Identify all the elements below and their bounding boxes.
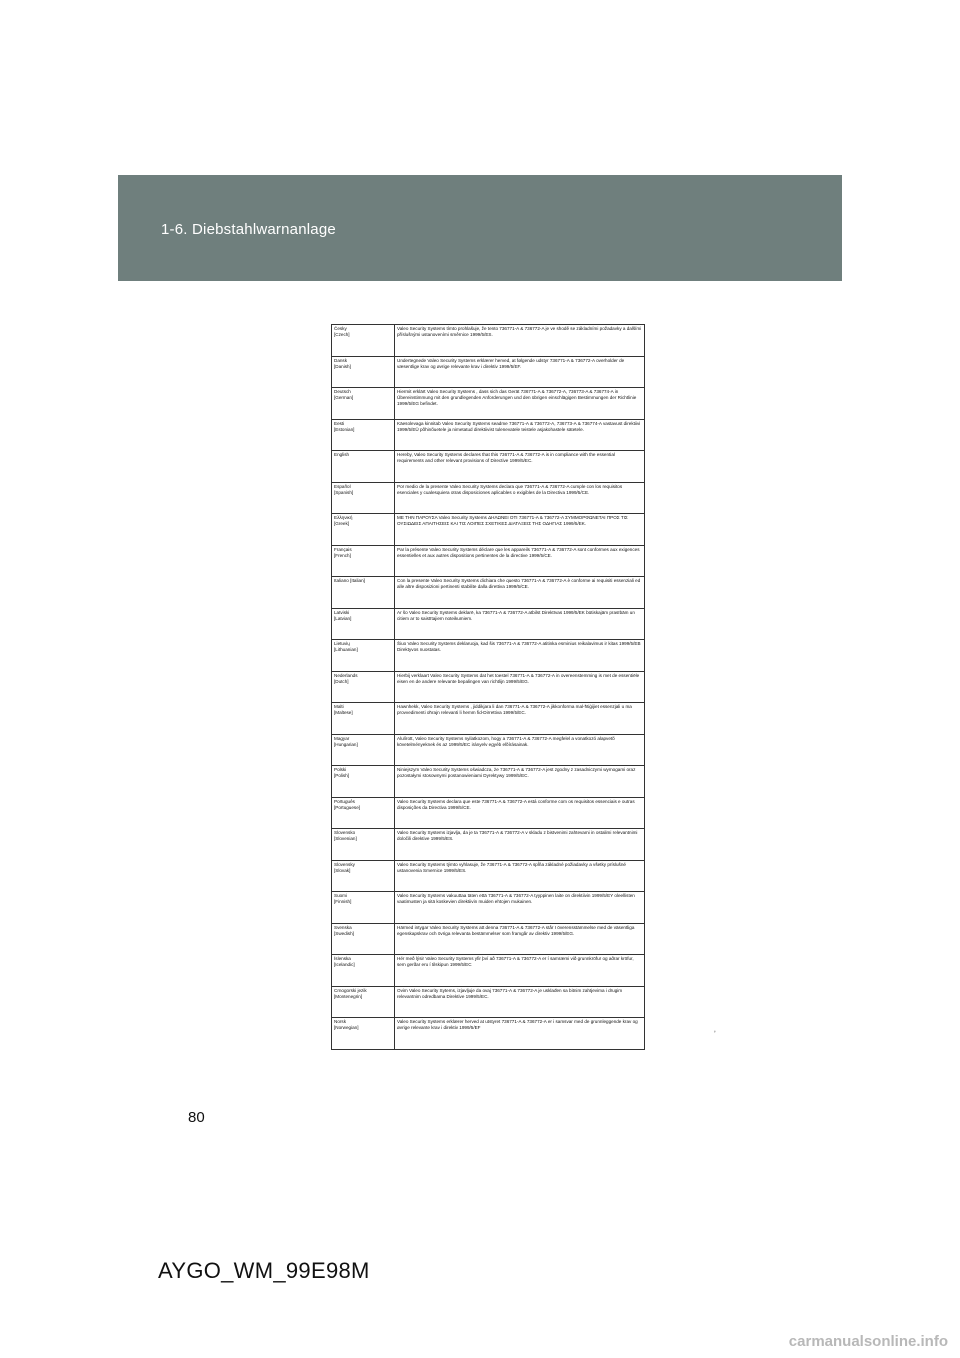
language-english-name: [Estonian] [334,426,355,432]
language-cell [332,703,395,735]
language-cell [332,1018,395,1050]
declaration-row [332,955,645,987]
declaration-text: Undertegnede Valeo Security Systems erklærer herved, at følgende udstyr 736771-A & 736772-A overholder de væsentlige krav og øvrige relevante krav i direktiv 1999/5/EF. [395,356,645,388]
language-english-name: [Spanish] [334,489,354,495]
language-english-name: [Swedish] [334,930,354,936]
language-name: Norsk [334,1019,346,1024]
declaration-row [332,640,645,672]
declaration-text: Hierbij verklaart Valeo Security Systems dat het toestel 736771-A & 736772-A in overeenstemming is met de essentiële eisen en de andere relevante bepalingen van richtlijn 1999/5/EG. [395,671,645,703]
language-english-name: [Czech] [334,332,350,337]
declaration-row [332,923,645,955]
declaration-text: Valeo Security Systems declara que este 736771-A & 736772-A está conforme com os requisitos essenciais e outras disposições da Directiva 1999/5/CE. [395,797,645,829]
declaration-text: Con la presente Valeo Security Systems dichiara che questo 736771-A & 736772-A è conforme ai requisiti essenziali ed alle altre disposizioni pertinenti stabilite dalla direttiva 1999/5/CE. [395,577,645,609]
language-name: Česky [334,326,347,331]
language-name: Ελληνική [334,515,353,520]
language-name: Malti [334,704,344,709]
language-english-name: [Greek] [334,521,350,526]
declaration-row [332,703,645,735]
language-name: Latviski [334,609,350,615]
declaration-text: Hawnhekk, Valeo Security Systems , jiddikjara li dan 736771-A & 736772-A jikkonforma mal-ħtiġijiet essenzjali u ma provvedimenti oħrajn relevanti li hemm fid-Dirrettiva 1999/5/EC. [395,703,645,735]
language-cell [332,545,395,577]
language-cell [332,608,395,640]
language-name: Français [334,546,352,552]
declaration-text: Hereby, Valeo Security Systems declares that this 736771-A & 736772-A is in compliance with the essential requirements and other relevant provisions of Directive 1999/5/EC. [395,451,645,483]
declaration-text: Ovim Valeo Security Sytems, izjavljuje da ovaj 736771-A & 736772-A je usklađen sa bitnim zahtjevima i drugim relevantnim odredbama Direktive 1999/5/EC. [395,986,645,1018]
language-cell [332,923,395,955]
language-name: Lietuvių [334,641,350,646]
language-cell [332,892,395,924]
language-name: Deutsch [334,389,351,394]
language-cell [332,640,395,672]
language-english-name: [Lithuanian] [334,647,358,652]
language-name: Nederlands [334,672,358,678]
declaration-text: Alulírott, Valeo Security Systems nyilatkozom, hogy a 736771-A & 736772-A megfelel a vonatkozó alapvetõ követelményeknek és az 1999/5/EC irányelv egyéb elõírásainak. [395,734,645,766]
scan-speck: ʼ [714,1030,716,1039]
language-english-name: [German] [334,395,354,400]
language-name: Svenska [334,924,352,930]
section-title: 1-6. Diebstahlwarnanlage [161,221,336,238]
language-english-name: [Portuguese] [334,804,361,810]
language-name: English [334,452,350,457]
declaration-text: Por medio de la presente Valeo Security Systems declara que 736771-A & 736772-A cumple con los requisitos esenciales y cualesquiera otras disposiciones aplicables o exigibles de la Directiva 1999/5/CE. [395,482,645,514]
language-english-name: [Montenegrin] [334,993,363,999]
declaration-row [332,1018,645,1050]
language-cell [332,577,395,609]
page-number: 80 [188,1109,205,1126]
language-name: Español [334,483,351,489]
declaration-row [332,388,645,420]
declaration-row [332,608,645,640]
declaration-text: ΜΕ ΤΗΝ ΠΑΡΟΥΣΑ Valeo Security Systems ΔΗΛΩΝΕΙ ΟΤΙ 736771-A & 736772-A ΣΥΜΜΟΡΦΩΝΕΤΑΙ ΠΡΟΣ ΤΙΣ ΟΥΣΙΩΔΕΙΣ ΑΠΑΙΤΗΣΕΙΣ ΚΑΙ ΤΙΣ ΛΟΙΠΕΣ ΣΧΕΤΙΚΕΣ ΔΙΑΤΑΞΕΙΣ ΤΗΣ ΟΔΗΓΙΑΣ 1999/5/ΕΚ. [395,514,645,546]
declaration-row [332,892,645,924]
declaration-row [332,766,645,798]
language-english-name: [Hungarian] [334,741,358,747]
language-name: Íslenska [334,956,351,961]
language-name: Italiano [Italian] [334,578,365,583]
language-cell [332,482,395,514]
language-english-name: [Maltese] [334,710,353,715]
declaration-text: Härmed intygar Valeo Security Systems att denna 736771-A & 736772-A står I överensstämmelse med de väsentliga egenskapskrav och övriga relevanta bestämmelser som framgår av direktiv 1999/5/EG. [395,923,645,955]
language-cell [332,451,395,483]
language-cell [332,514,395,546]
language-english-name: [French] [334,552,351,558]
declaration-row [332,545,645,577]
declaration-row [332,797,645,829]
declaration-table-body [332,325,645,1050]
document-code: AYGO_WM_99E98M [158,1258,370,1283]
declaration-text: Käesolevaga kinnitab Valeo Security Systems seadme 736771-A & 736772-A, 736773-A & 736774-A vastavust direktiivi 1999/5/EÜ põhinõuetele ja nimetatud direktiivist tulenevatele teistele asjakohastele sätetele. [395,419,645,451]
language-english-name: [Dutch] [334,678,349,684]
declaration-row [332,860,645,892]
language-cell [332,325,395,357]
language-name: Magyar [334,735,350,741]
declaration-row [332,829,645,861]
declaration-row [332,986,645,1018]
language-name: Português [334,798,355,804]
language-cell [332,356,395,388]
declaration-text: Valeo Security Systems izjavlja, da je ta 736771-A & 736772-A v skladu z bistvenimi zahtevami in ostalimi relevantnimi določili direktive 1999/5/ES. [395,829,645,861]
declaration-row [332,482,645,514]
language-name: Polski [334,767,347,772]
declaration-row [332,419,645,451]
language-name: Slovensky [334,861,355,867]
language-cell [332,860,395,892]
header-band [118,175,842,281]
declaration-row [332,671,645,703]
language-english-name: [Icelandic] [334,962,355,967]
declaration-row [332,356,645,388]
language-english-name: [Slovak] [334,867,351,873]
language-english-name: [Polish] [334,773,350,778]
declaration-text: Šiuo Valeo Security Systems deklaruoja, kad šis 736771-A & 736772-A atitinka esminius reikalavimus ir kitas 1999/5/EB Direktyvos nuostatas. [395,640,645,672]
declaration-text: Par la présente Valeo Security Systems déclare que les appareils 736771-A & 736772-A sont conformes aux exigences essentielles et aux autres dispositions pertinentes de la directive 1999/5/CE. [395,545,645,577]
language-english-name: [Latvian] [334,615,352,621]
declaration-text: Niniejszym Valeo Security Systems oświadcza, że 736771-A & 736772-A jest zgodny z zasadniczymi wymogami oraz pozostałymi stosownymi postanowieniami Dyrektywy 1999/5/EC. [395,766,645,798]
declaration-row [332,577,645,609]
declaration-text: Valeo Security Systems vakuuttaa täten että 736771-A & 736772-A tyyppinen laite on direktiivin 1999/5/EY oleellisten vaatimusten ja sitä koskevien direktiivin muiden ehtojen mukainen. [395,892,645,924]
language-english-name: [Norwegian] [334,1025,359,1030]
language-cell [332,829,395,861]
declaration-text: Valeo Security Systems erklærer herved at utstyret 736771-A & 736772-A er i samsvar med de grunnleggende krav og øvrige relevante krav i direktiv 1999/5/EF [395,1018,645,1050]
declaration-text: Hér með lýsir Valeo Security Systems yfir því að 736771-A & 736772-A er í samræmi við grunnkröfur og aðrar kröfur, sem gerðar eru í tilskipun 1999/5/EC [395,955,645,987]
declaration-row [332,514,645,546]
declaration-text: Hiermit erklärt Valeo Security Systems , dass sich das Gerät 736771-A & 736772-A, 736773-A & 736774-A in Übereinstimmung mit den grundlegenden Anforderungen und den übrigen einschlägigen Bestimmungen der Richtlinie 1999/5/EG befindet. [395,388,645,420]
declaration-row [332,325,645,357]
language-cell [332,671,395,703]
declaration-row [332,734,645,766]
declaration-text: Ar šo Valeo Security Systems deklarē, ka 736771-A & 736772-A atbilst Direktīvas 1999/5/EK būtiskajām prasībām un citiem ar to saistītajiem noteikumiem. [395,608,645,640]
language-cell [332,734,395,766]
language-cell [332,419,395,451]
language-name: Crnogorski jezik [334,987,367,993]
declaration-text: Valeo Security Systems týmto vyhlasuje, že 736771-A & 736772-A spĺňa základné požiadavky a všetky príslušné ustanovenia Smernice 1999/5/ES. [395,860,645,892]
language-name: Suomi [334,893,348,898]
language-cell [332,797,395,829]
language-english-name: [Danish] [334,363,351,369]
language-name: Slovensko [334,830,356,835]
language-cell [332,766,395,798]
watermark-text: carmanualsonline.info [788,1333,948,1350]
declaration-text: Valeo Security Systems tímto prohlašuje, že tento 736771-A & 736772-A je ve shodě se základními požadavky a dalšími příslušnými ustanoveními směrnice 1999/5/ES. [395,325,645,357]
language-cell [332,388,395,420]
language-name: Eesti [334,420,345,426]
language-name: Dansk [334,357,348,363]
language-cell [332,986,395,1018]
language-cell [332,955,395,987]
declaration-row [332,451,645,483]
declaration-table [331,324,645,1050]
language-english-name: [Finnish] [334,899,352,904]
language-english-name: [Slovenian] [334,836,357,841]
